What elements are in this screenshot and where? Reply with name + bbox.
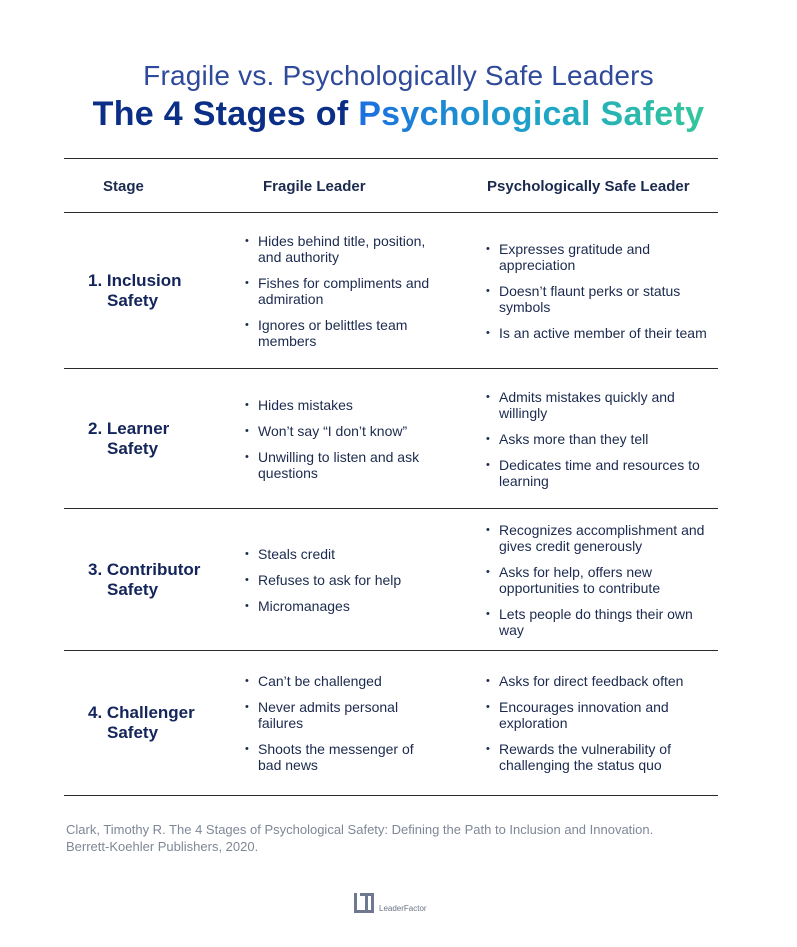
list-item: • Shoots the messenger of bad news: [245, 741, 430, 773]
list-item: • Doesn’t flaunt perks or status symbols: [486, 283, 711, 315]
brand-name: LeaderFactor: [379, 903, 427, 913]
leaderfactor-logo: [353, 892, 427, 914]
fragile-leader-list: [245, 213, 430, 368]
list-item: • Unwilling to listen and ask questions: [245, 449, 430, 481]
table-row: [0, 213, 797, 368]
list-item: • Hides mistakes: [245, 397, 430, 413]
fragile-leader-list: [245, 369, 430, 508]
list-item: • Hides behind title, position, and authority: [245, 233, 430, 265]
list-item: • Admits mistakes quickly and willingly: [486, 389, 711, 421]
stage-name: 4. Challenger: [88, 703, 195, 722]
page-subtitle: Fragile vs. Psychologically Safe Leaders: [143, 60, 654, 91]
citation-line: Clark, Timothy R. The 4 Stages of Psychological Safety: Defining the Path to Inclusion and Innovation.: [66, 822, 654, 837]
leaderfactor-logo-icon: [353, 892, 375, 914]
table-row: [0, 651, 797, 795]
stage-label: [88, 651, 228, 795]
table-top-divider: [64, 158, 718, 159]
list-item: • Asks for help, offers new opportunities to contribute: [486, 564, 711, 596]
fragile-leader-list: [245, 651, 430, 795]
column-header-stage: Stage: [103, 178, 144, 195]
list-item: • Dedicates time and resources to learning: [486, 457, 711, 489]
stage-name: 2. Learner: [88, 418, 170, 438]
list-item: • Expresses gratitude and appreciation: [486, 241, 711, 273]
stage-name: 3. Contributor: [88, 559, 201, 579]
title-part2: Psychological Safety: [358, 95, 705, 133]
list-item: • Fishes for compliments and admiration: [245, 275, 430, 307]
list-item: • Recognizes accomplishment and gives credit generously: [486, 522, 711, 554]
table-row: [0, 509, 797, 650]
list-item: • Asks for direct feedback often: [486, 673, 711, 689]
safe-leader-list: [486, 509, 711, 650]
list-item: • Asks more than they tell: [486, 431, 711, 447]
list-item: • Lets people do things their own way: [486, 606, 711, 638]
column-header-fragile-leader: Fragile Leader: [263, 178, 366, 195]
list-item: • Never admits personal failures: [245, 699, 430, 731]
citation-line: Berrett-Koehler Publishers, 2020.: [66, 839, 259, 854]
page-title: [0, 95, 797, 134]
stage-label: [88, 369, 228, 508]
list-item: • Is an active member of their team: [486, 325, 711, 341]
stage-name: 1. Inclusion: [88, 270, 182, 290]
safe-leader-list: [486, 213, 711, 368]
stage-label: [88, 509, 228, 650]
column-header-safe-leader: Psychologically Safe Leader: [487, 178, 690, 195]
stage-suffix: Safety: [107, 438, 159, 458]
citation: [66, 821, 726, 855]
table-bottom-divider: [64, 795, 718, 796]
stage-suffix: Safety: [107, 723, 159, 742]
list-item: • Encourages innovation and exploration: [486, 699, 711, 731]
safe-leader-list: [486, 651, 711, 795]
fragile-leader-list: [245, 509, 430, 650]
list-item: • Steals credit: [245, 546, 430, 562]
title-part1: The 4 Stages of: [92, 95, 349, 133]
safe-leader-list: [486, 369, 711, 508]
list-item: • Ignores or belittles team members: [245, 317, 430, 349]
stage-suffix: Safety: [107, 290, 159, 310]
list-item: • Rewards the vulnerability of challenging the status quo: [486, 741, 711, 773]
stage-suffix: Safety: [107, 579, 159, 599]
list-item: • Refuses to ask for help: [245, 572, 430, 588]
list-item: • Micromanages: [245, 598, 430, 614]
stage-label: [88, 213, 228, 368]
list-item: • Won’t say “I don’t know”: [245, 423, 430, 439]
table-row: [0, 369, 797, 508]
list-item: • Can’t be challenged: [245, 673, 430, 689]
